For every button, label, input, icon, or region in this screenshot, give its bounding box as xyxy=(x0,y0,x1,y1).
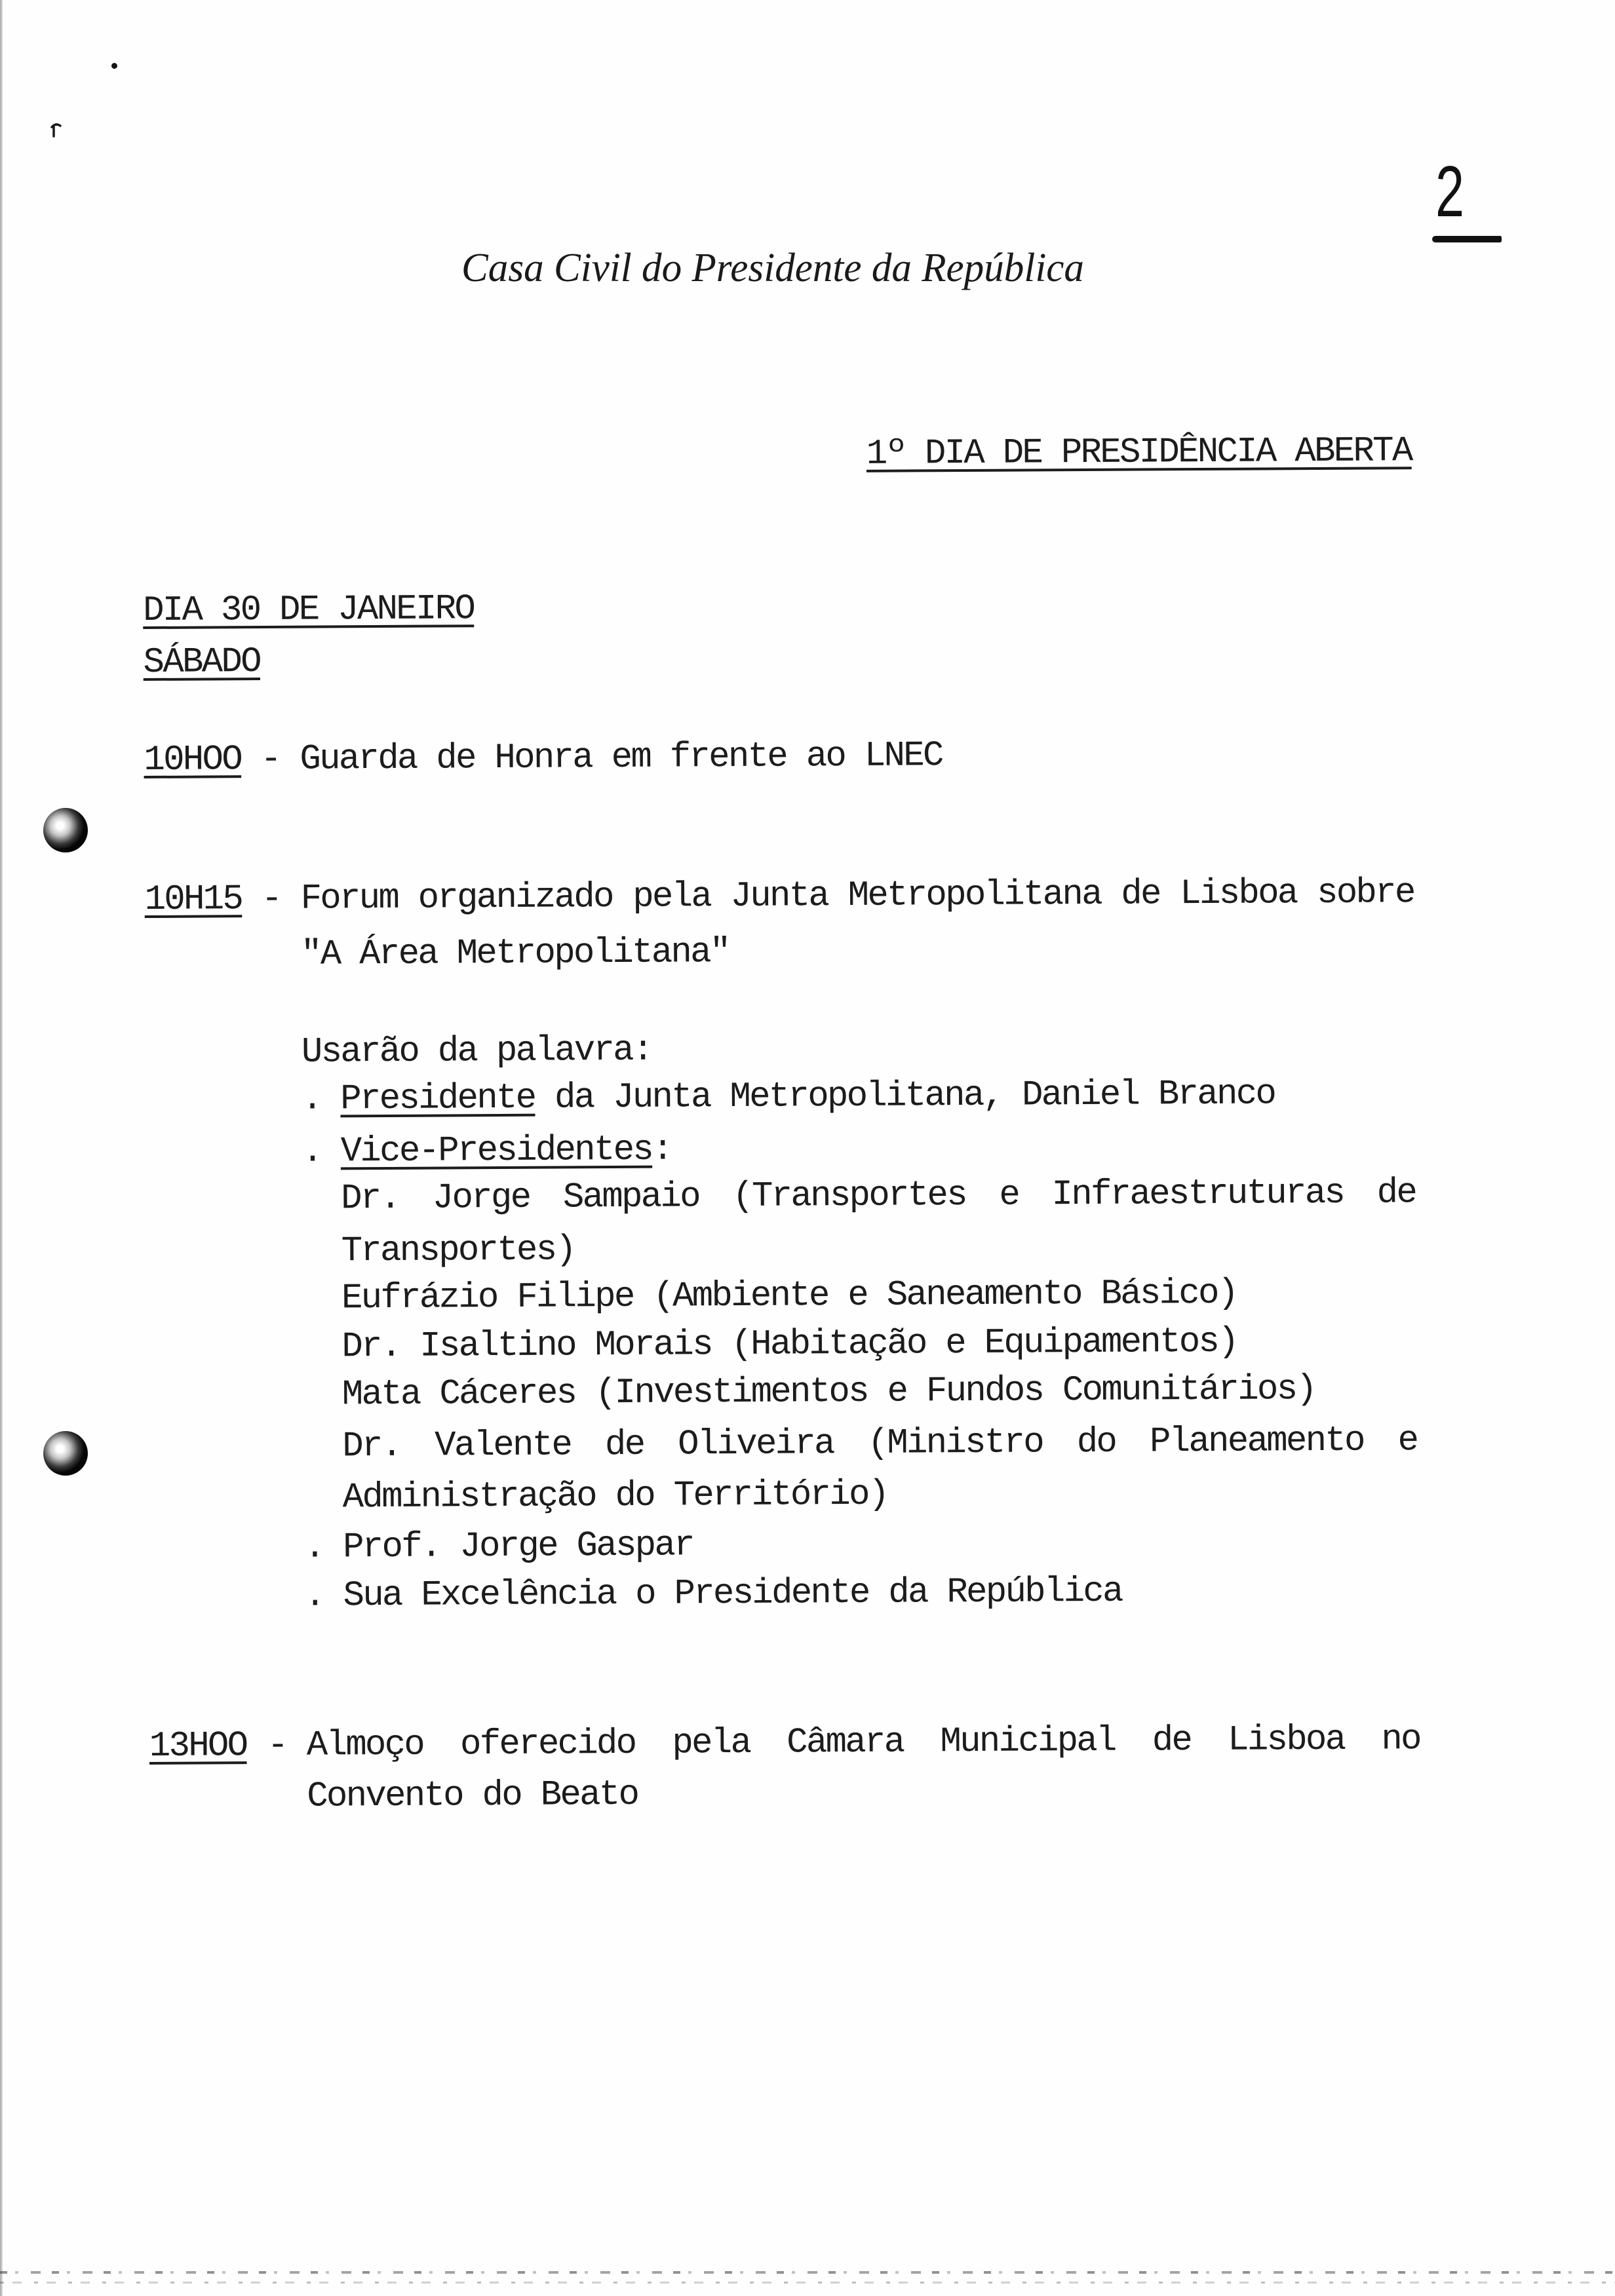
list-bullet: . xyxy=(302,1079,322,1120)
scan-noise xyxy=(0,2282,1615,2284)
event-time: 10H15 xyxy=(144,879,243,921)
event-description: Almoço oferecido pela Câmara Municipal de Lisboa no xyxy=(306,1719,1420,1766)
speaker-member: Administração do Território) xyxy=(342,1474,888,1518)
event-dash: - xyxy=(267,1725,287,1766)
event-description: Forum organizado pela Junta Metropolitana de Lisboa sobre xyxy=(300,873,1414,919)
event-description: "A Área Metropolitana" xyxy=(300,932,730,975)
speaker-text: : xyxy=(652,1130,672,1170)
event-time: 13HOO xyxy=(149,1726,247,1767)
letterhead-text: Casa Civil do Presidente da República xyxy=(461,246,1084,290)
page-heading: 1º DIA DE PRESIDÊNCIA ABERTA xyxy=(866,431,1412,474)
event-dash: - xyxy=(261,879,281,920)
speaker-item xyxy=(341,1130,672,1174)
list-bullet: . xyxy=(303,1527,324,1568)
speaker-member: Eufrázio Filipe (Ambiente e Saneamento Básico) xyxy=(341,1273,1237,1319)
scan-noise xyxy=(0,2271,1615,2274)
event-description: Convento do Beato xyxy=(307,1774,638,1817)
speaker-text: da Junta Metropolitana, Daniel Branco xyxy=(535,1074,1275,1119)
event-dash: - xyxy=(260,739,281,780)
event-time: 10HOO xyxy=(144,740,242,781)
speaker-role: Vice-Presidentes xyxy=(340,1130,653,1172)
speaker-item: Prof. Jorge Gaspar xyxy=(342,1525,694,1568)
speakers-heading: Usarão da palavra: xyxy=(301,1030,652,1073)
speaker-role: Presidente xyxy=(340,1078,535,1120)
date-weekday: SÁBADO xyxy=(143,642,260,683)
speaker-member: Dr. Valente de Oliveira (Ministro do Planeamento e xyxy=(342,1421,1418,1467)
list-bullet: . xyxy=(302,1132,322,1172)
page-number: 2 xyxy=(1435,151,1465,232)
speaker-member: Dr. Isaltino Morais (Habitação e Equipamentos) xyxy=(341,1322,1238,1368)
speaker-item xyxy=(340,1073,1275,1120)
speaker-item: Sua Excelência o Presidente da República xyxy=(343,1571,1122,1617)
list-bullet: . xyxy=(304,1576,324,1617)
speaker-member: Transportes) xyxy=(341,1230,575,1272)
date-day: DIA 30 DE JANEIRO xyxy=(142,589,475,632)
speaker-member: Dr. Jorge Sampaio (Transportes e Infraestruturas de xyxy=(341,1173,1416,1219)
speaker-member: Mata Cáceres (Investimentos e Fundos Comunitários) xyxy=(341,1369,1316,1415)
event-description: Guarda de Honra em frente ao LNEC xyxy=(300,736,943,780)
